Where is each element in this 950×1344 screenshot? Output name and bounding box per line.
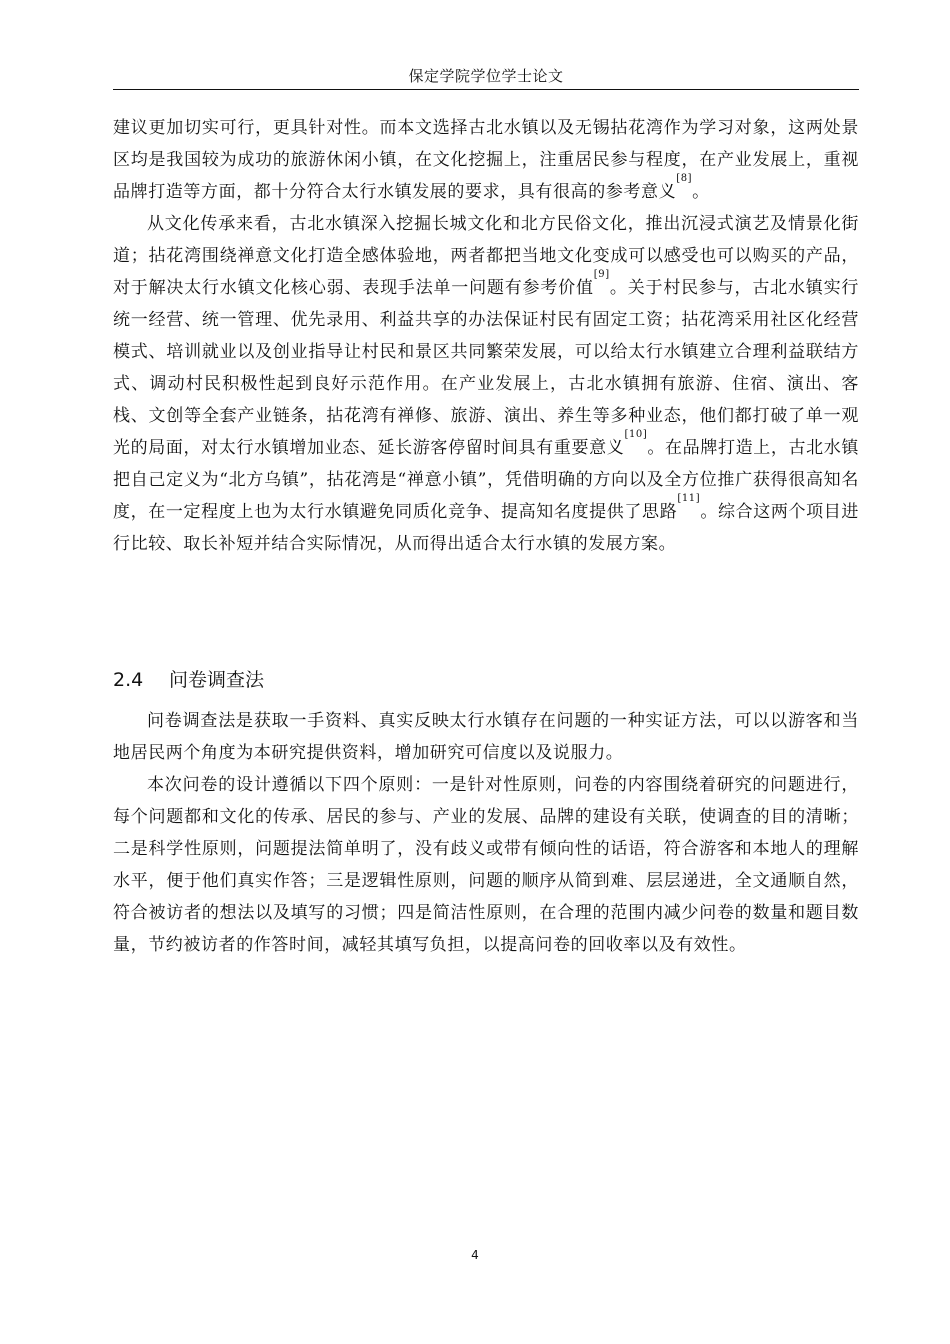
page-header: 保定学院学位学士论文 [408, 67, 564, 85]
header-rule [113, 89, 859, 90]
section-heading [113, 664, 859, 696]
section-number: 2.4 [113, 669, 144, 691]
section-title: 问卷调查法 [169, 669, 265, 691]
citation-11: [11] [677, 493, 701, 504]
citation-9: [9] [593, 269, 610, 280]
paragraph-1-text-b: 。 [692, 182, 710, 202]
page-number: 4 [471, 1248, 479, 1262]
paragraph-2-text-c: 。在品牌打造上，古北水镇把自己定义为“北方乌镇”，拈花湾是“禅意小镇”，凭借明确的方向以及全方位推广获得很高知名度，在一定程度上也为太行水镇避免同质化竞争、提高知名度提供了思路 [113, 438, 859, 522]
paragraph-1-text-a: 建议更加切实可行，更具针对性。而本文选择古北水镇以及无锡拈花湾作为学习对象，这两处景区均是我国较为成功的旅游休闲小镇，在文化挖掘上，注重居民参与程度，在产业发展上，重视品牌打造等方面，都十分符合太行水镇发展的要求，具有很高的参考意义 [113, 118, 859, 202]
citation-8: [8] [676, 173, 693, 184]
paragraph-2-text-d: 。综合这两个项目进行比较、取长补短并结合实际情况，从而得出适合太行水镇的发展方案。 [113, 502, 860, 554]
paragraph-2-text-a: 从文化传承来看，古北水镇深入挖掘长城文化和北方民俗文化，推出沉浸式演艺及情景化街道；拈花湾围绕禅意文化打造全感体验地，两者都把当地文化变成可以感受也可以购买的产品，对于解决太行水镇文化核心弱、表现手法单一问题有参考价值 [113, 214, 859, 298]
paragraph-4: 本次问卷的设计遵循以下四个原则：一是针对性原则，问卷的内容围绕着研究的问题进行，每个问题都和文化的传承、居民的参与、产业的发展、品牌的建设有关联，使调查的目的清晰；二是科学性原则，问题提法简单明了，没有歧义或带有倾向性的话语，符合游客和本地人的理解水平，便于他们真实作答；三是逻辑性原则，问题的顺序从简到难、层层递进，全文通顺自然，符合被访者的想法以及填写的习惯；四是简洁性原则，在合理的范围内减少问卷的数量和题目数量，节约被访者的作答时间，减轻其填写负担，以提高问卷的回收率以及有效性。 [113, 775, 859, 955]
citation-10: [10] [624, 429, 648, 440]
body-block-2 [113, 705, 859, 961]
body-block-1 [113, 112, 859, 560]
paragraph-1 [113, 112, 859, 208]
paragraph-2 [113, 208, 859, 560]
paragraph-2-text-b: 。关于村民参与，古北水镇实行统一经营、统一管理、优先录用、利益共享的办法保证村民有固定工资；拈花湾采用社区化经营模式、培训就业以及创业指导让村民和景区共同繁荣发展，可以给太行水镇建立合理利益联结方式、调动村民积极性起到良好示范作用。在产业发展上，古北水镇拥有旅游、住宿、演出、客栈、文创等全套产业链条，拈花湾有禅修、旅游、演出、养生等多种业态，他们都打破了单一观光的局面，对太行水镇增加业态、延长游客停留时间具有重要意义 [113, 278, 859, 458]
paragraph-3: 问卷调查法是获取一手资料、真实反映太行水镇存在问题的一种实证方法，可以以游客和当地居民两个角度为本研究提供资料，增加研究可信度以及说服力。 [113, 711, 859, 763]
